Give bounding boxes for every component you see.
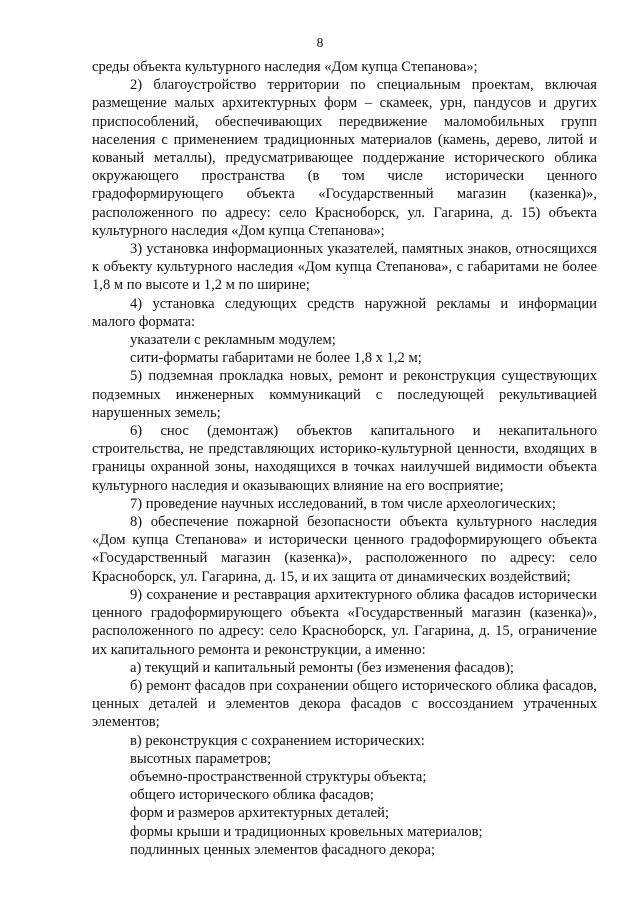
- paragraph-subitem-decor: подлинных ценных элементов фасадного декора;: [130, 841, 436, 858]
- paragraph-subitem-a: а) текущий и капитальный ремонты (без изменения фасадов);: [130, 659, 514, 676]
- paragraph-subitem-facade-look: общего исторического облика фасадов;: [130, 787, 374, 804]
- paragraph-subitem-b: б) ремонт фасадов при сохранении общего исторического облика фасадов, ценных деталей и элементов декора фасадов с воссозданием утраченных элементов;: [92, 677, 597, 731]
- paragraph-subitem-height: высотных параметров;: [130, 750, 272, 767]
- paragraph-subitem-details: форм и размеров архитектурных деталей;: [130, 805, 390, 822]
- paragraph-item-3: 3) установка информационных указателей, памятных знаков, относящихся к объекту культурного наследия «Дом купца Степанова», с габаритами не более 1,8 м по высоте и 1,2 м по ширине;: [92, 241, 597, 294]
- paragraph-item-5: 5) подземная прокладка новых, ремонт и реконструкция существующих подземных инженерных коммуникаций с последующей рекультивацией нарушенных земель;: [92, 368, 597, 421]
- paragraph-subitem-v: в) реконструкция с сохранением исторических:: [130, 732, 425, 749]
- paragraph-item-6: 6) снос (демонтаж) объектов капитального и некапитального строительства, не представляющих историко-культурной ценности, входящих в границы охранной зоны, находящихся в точках наилучшей видимости объекта культурного наследия и оказывающих влияние на его восприятие;: [92, 423, 597, 494]
- paragraph-subitem-pointers: указатели с рекламным модулем;: [130, 332, 336, 349]
- paragraph-subitem-structure: объемно-пространственной структуры объекта;: [130, 768, 427, 785]
- paragraph-item-7: 7) проведение научных исследований, в том числе археологических;: [130, 495, 556, 512]
- paragraph-subitem-roof: формы крыши и традиционных кровельных материалов;: [130, 823, 483, 840]
- paragraph-item-9: 9) сохранение и реставрация архитектурного облика фасадов исторически ценного градоформирующего объекта «Государственный магазин (казенка)», расположенного по адресу: село Красноборск, ул. Гагарина, д. 15, ограничение их капитального ремонта и реконструкции, а именно:: [92, 586, 597, 658]
- page-number: 8: [316, 35, 324, 50]
- paragraph-item-8: 8) обеспечение пожарной безопасности объекта культурного наследия «Дом купца Степанова» и исторически ценного градоформирующего объекта «Государственный магазин (казенка)», расположенного по адресу: село Красноборск, ул. Гагарина, д. 15, и их защита от динамических воздействий;: [92, 514, 597, 585]
- paragraph-item-4: 4) установка следующих средств наружной рекламы и информации малого формата:: [92, 295, 597, 330]
- paragraph-subitem-city-formats: сити-форматы габаритами не более 1,8 х 1,2 м;: [130, 350, 422, 367]
- document-body: [92, 58, 597, 859]
- paragraph-item-2: 2) благоустройство территории по специальным проектам, включая размещение малых архитектурных форм – скамеек, урн, пандусов и других приспособлений, обеспечивающих передвижение маломобильных групп населения с применением традиционных материалов (камень, дерево, литой и кованый металлы), предусматривающее поддержание исторического облика окружающего пространства (в том числе исторически ценного градоформирующего объекта «Государственный магазин (казенка)», расположенного по адресу: село Красноборск, ул. Гагарина, д. 15) объекта культурного наследия «Дом купца Степанова»;: [92, 77, 597, 239]
- paragraph-continuation: среды объекта культурного наследия «Дом купца Степанова»;: [92, 59, 478, 75]
